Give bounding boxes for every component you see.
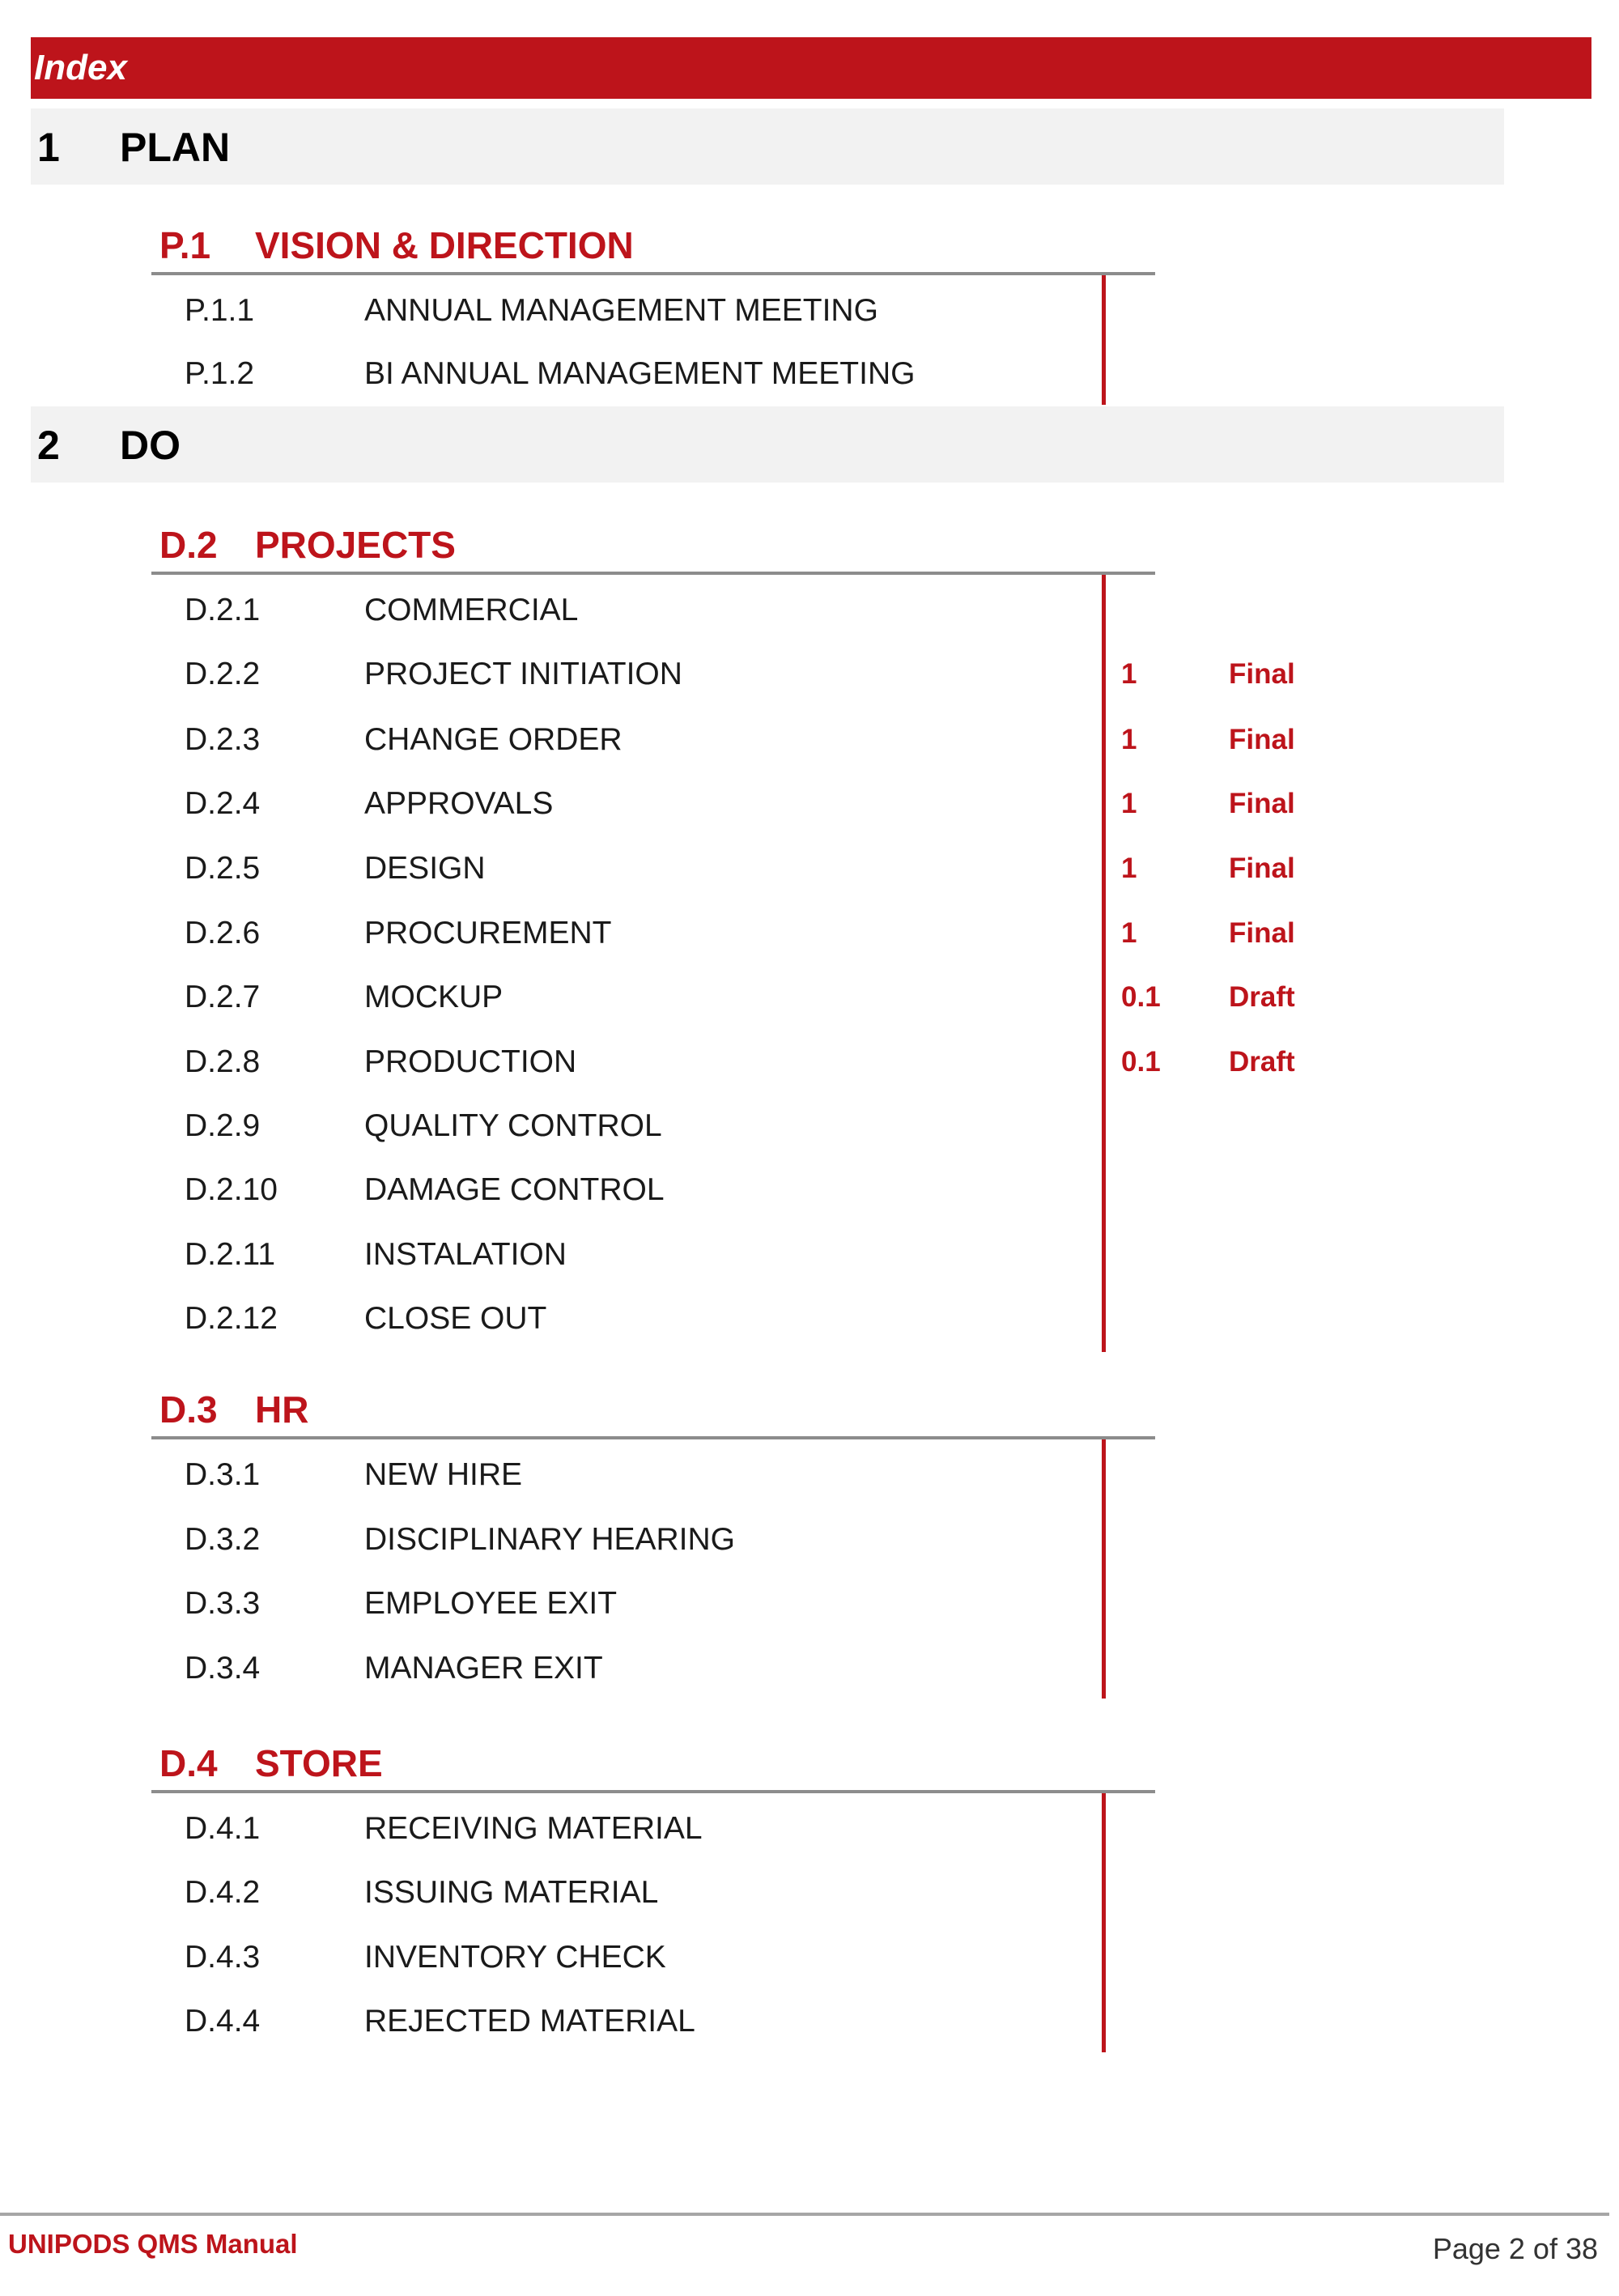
section-code: D.4 bbox=[159, 1742, 218, 1784]
entry-title: DISCIPLINARY HEARING bbox=[364, 1522, 736, 1557]
entry-title: CLOSE OUT bbox=[364, 1301, 547, 1336]
entry-code: D.2.4 bbox=[185, 786, 261, 821]
entry-title: MANAGER EXIT bbox=[364, 1651, 603, 1686]
toc-entry[interactable] bbox=[0, 1580, 1619, 1628]
part-heading-plan bbox=[31, 108, 1504, 185]
entry-code: D.3.1 bbox=[185, 1457, 261, 1492]
toc-entry[interactable] bbox=[0, 1997, 1619, 2046]
entry-status: Final bbox=[1229, 724, 1295, 755]
section-divider bbox=[151, 1790, 1155, 1793]
section-title[interactable] bbox=[159, 521, 456, 568]
toc-entry[interactable] bbox=[0, 1166, 1619, 1214]
part-name: DO bbox=[120, 423, 181, 468]
toc-entry[interactable] bbox=[0, 1102, 1619, 1150]
toc-entry[interactable] bbox=[0, 650, 1619, 699]
toc-entry[interactable] bbox=[0, 586, 1619, 635]
entry-revision: 0.1 bbox=[1121, 981, 1161, 1013]
toc-entry[interactable] bbox=[0, 1644, 1619, 1693]
footer-document-name: UNIPODS QMS Manual bbox=[8, 2229, 298, 2259]
entry-title: QUALITY CONTROL bbox=[364, 1108, 662, 1143]
entry-title: DAMAGE CONTROL bbox=[364, 1172, 665, 1207]
entry-title: PROJECT INITIATION bbox=[364, 657, 682, 691]
part-number: 2 bbox=[37, 423, 60, 468]
entry-title: APPROVALS bbox=[364, 786, 554, 821]
entry-status: Draft bbox=[1229, 981, 1295, 1013]
section-code: D.3 bbox=[159, 1388, 218, 1431]
entry-title: BI ANNUAL MANAGEMENT MEETING bbox=[364, 356, 916, 391]
entry-title: RECEIVING MATERIAL bbox=[364, 1811, 703, 1846]
toc-entry[interactable] bbox=[0, 1451, 1619, 1499]
entry-title: ISSUING MATERIAL bbox=[364, 1875, 659, 1910]
toc-entry[interactable] bbox=[0, 350, 1619, 398]
entry-title: CHANGE ORDER bbox=[364, 722, 623, 757]
toc-entry[interactable] bbox=[0, 973, 1619, 1022]
entry-code: P.1.1 bbox=[185, 293, 255, 328]
toc-entry[interactable] bbox=[0, 1869, 1619, 1917]
entry-status: Final bbox=[1229, 658, 1295, 690]
entry-title: MOCKUP bbox=[364, 980, 504, 1014]
entry-code: D.3.4 bbox=[185, 1651, 261, 1686]
section-name: PROJECTS bbox=[255, 524, 456, 566]
entry-code: D.2.10 bbox=[185, 1172, 278, 1207]
toc-entry[interactable] bbox=[0, 287, 1619, 335]
entry-title: PRODUCTION bbox=[364, 1044, 577, 1079]
footer-divider bbox=[0, 2213, 1609, 2216]
section-divider bbox=[151, 272, 1155, 275]
entry-code: D.2.8 bbox=[185, 1044, 261, 1079]
entry-status: Final bbox=[1229, 788, 1295, 819]
entry-code: D.2.1 bbox=[185, 593, 261, 627]
toc-entry[interactable] bbox=[0, 844, 1619, 893]
part-name: PLAN bbox=[120, 125, 231, 170]
toc-entry[interactable] bbox=[0, 716, 1619, 764]
entry-code: D.2.12 bbox=[185, 1301, 278, 1336]
entry-title: PROCUREMENT bbox=[364, 916, 612, 950]
entry-status: Draft bbox=[1229, 1046, 1295, 1078]
entry-revision: 1 bbox=[1121, 852, 1137, 884]
entry-title: DESIGN bbox=[364, 851, 486, 886]
entry-status: Final bbox=[1229, 917, 1295, 949]
entry-revision: 1 bbox=[1121, 724, 1137, 755]
section-divider bbox=[151, 572, 1155, 575]
toc-entry[interactable] bbox=[0, 1295, 1619, 1343]
entry-title: NEW HIRE bbox=[364, 1457, 522, 1492]
entry-title: ANNUAL MANAGEMENT MEETING bbox=[364, 293, 878, 328]
section-divider bbox=[151, 1436, 1155, 1439]
section-code: D.2 bbox=[159, 524, 218, 566]
entry-code: D.2.6 bbox=[185, 916, 261, 950]
entry-code: D.2.5 bbox=[185, 851, 261, 886]
entry-title: REJECTED MATERIAL bbox=[364, 2004, 695, 2039]
entry-revision: 1 bbox=[1121, 788, 1137, 819]
entry-code: P.1.2 bbox=[185, 356, 255, 391]
section-name: VISION & DIRECTION bbox=[255, 224, 634, 266]
toc-entry[interactable] bbox=[0, 1038, 1619, 1086]
entry-code: D.2.2 bbox=[185, 657, 261, 691]
part-number: 1 bbox=[37, 125, 60, 170]
section-name: STORE bbox=[255, 1742, 383, 1784]
section-code: P.1 bbox=[159, 224, 211, 266]
section-title[interactable] bbox=[159, 222, 634, 269]
toc-entry[interactable] bbox=[0, 1231, 1619, 1279]
toc-entry[interactable] bbox=[0, 1805, 1619, 1853]
section-title[interactable] bbox=[159, 1740, 383, 1787]
entry-title: EMPLOYEE EXIT bbox=[364, 1586, 618, 1621]
entry-code: D.2.7 bbox=[185, 980, 261, 1014]
section-title[interactable] bbox=[159, 1386, 308, 1433]
entry-title: INSTALATION bbox=[364, 1237, 567, 1272]
index-header-bar bbox=[31, 37, 1591, 99]
entry-title: INVENTORY CHECK bbox=[364, 1940, 666, 1975]
entry-code: D.4.3 bbox=[185, 1940, 261, 1975]
part-heading-do bbox=[31, 406, 1504, 483]
entry-code: D.3.2 bbox=[185, 1522, 261, 1557]
entry-code: D.2.9 bbox=[185, 1108, 261, 1143]
section-name: HR bbox=[255, 1388, 309, 1431]
entry-code: D.2.3 bbox=[185, 722, 261, 757]
entry-revision: 0.1 bbox=[1121, 1046, 1161, 1078]
entry-revision: 1 bbox=[1121, 917, 1137, 949]
entry-code: D.2.11 bbox=[185, 1237, 276, 1272]
entry-title: COMMERCIAL bbox=[364, 593, 579, 627]
entry-code: D.4.4 bbox=[185, 2004, 261, 2039]
footer-page-number: Page 2 of 38 bbox=[1432, 2232, 1598, 2265]
toc-entry[interactable] bbox=[0, 1516, 1619, 1564]
entry-code: D.3.3 bbox=[185, 1586, 261, 1621]
entry-status: Final bbox=[1229, 852, 1295, 884]
entry-code: D.4.1 bbox=[185, 1811, 261, 1846]
index-title: Index bbox=[34, 48, 127, 87]
toc-entry[interactable] bbox=[0, 1933, 1619, 1982]
entry-code: D.4.2 bbox=[185, 1875, 261, 1910]
toc-entry[interactable] bbox=[0, 909, 1619, 958]
entry-revision: 1 bbox=[1121, 658, 1137, 690]
toc-entry[interactable] bbox=[0, 780, 1619, 828]
